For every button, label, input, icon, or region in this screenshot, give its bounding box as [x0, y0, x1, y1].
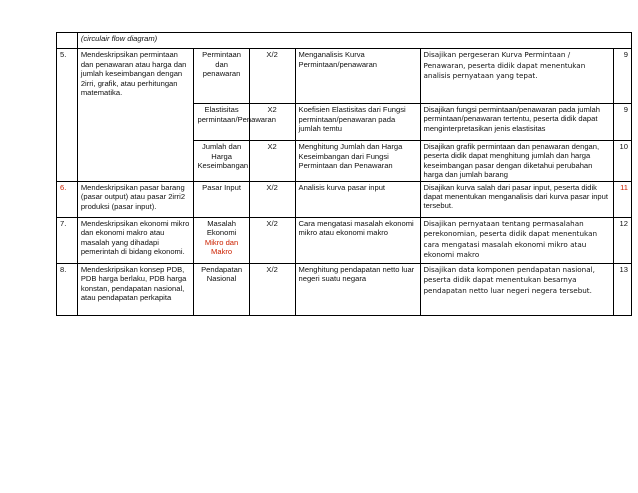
materi-cell [194, 217, 249, 263]
soal-cell: Disajikan pergeseran Kurva Permintaan / Penawaran, peserta didik dapat menentukan analisis pernyataan yang tepat. [420, 49, 614, 104]
materi-text: Masalah Ekonomi [206, 218, 237, 238]
nomor-cell: 13 [614, 263, 632, 315]
nomor-cell: 9 [614, 49, 632, 104]
materi-cell: Pendapatan Nasional [194, 263, 249, 315]
materi-cell: Jumlah dan Harga Keseimbangan [194, 141, 249, 182]
kelas-cell: X/2 [249, 217, 295, 263]
kompetensi-cell: Mendeskripsikan pasar barang (pasar output) atau pasar 2irri2 produksi (pasar input). [77, 181, 194, 217]
row-number: 7. [57, 217, 78, 263]
kelas-cell: X/2 [249, 181, 295, 217]
soal-cell: Disajikan pernyataan tentang permasalahan perekonomian, peserta didik dapat menentukan cara mengatasi masalah ekonomi mikro atau ekonomi makro [420, 217, 614, 263]
row-number: 5. [57, 49, 78, 182]
number-cell [57, 33, 78, 49]
materi-cell: Pasar Input [194, 181, 249, 217]
materi-highlight: Mikro dan Makro [204, 237, 239, 257]
row-number: 8. [57, 263, 78, 315]
table-row [57, 263, 632, 315]
kelas-cell: X2 [249, 141, 295, 182]
table-row [57, 217, 632, 263]
indikator-cell: Koefisien Elastisitas dari Fungsi permintaan/penawaran pada jumlah temtu [295, 104, 420, 141]
kelas-cell: X2 [249, 104, 295, 141]
indikator-cell: Menganalisis Kurva Permintaan/penawaran [295, 49, 420, 104]
kisi-kisi-table [56, 32, 632, 316]
materi-cell: Elastisitas permintaan/Penawaran [194, 104, 249, 141]
kelas-cell: X/2 [249, 263, 295, 315]
indikator-cell: Menghitung Jumlah dan Harga Keseimbangan dari Fungsi Permintaan dan Penawaran [295, 141, 420, 182]
soal-cell: Disajikan kurva salah dari pasar input, peserta didik dapat menentukan menganalisis dari kurva pasar input tersebut. [420, 181, 614, 217]
table-row [57, 33, 632, 49]
kelas-cell: X/2 [249, 49, 295, 104]
kompetensi-cell: Mendeskripsikan permintaan dan penawaran atau harga dan jumlah keseimbangan dengan 2irri, grafik, atau perhitungan matematika. [77, 49, 194, 182]
nomor-cell: 9 [614, 104, 632, 141]
indikator-cell: Menghitung pendapatan netto luar negeri suatu negara [295, 263, 420, 315]
nomor-cell: 10 [614, 141, 632, 182]
soal-cell: Disajikan data komponen pendapatan nasional, peserta didik dapat menentukan besarnya pendapatan netto luar negeri negera tersebut. [420, 263, 614, 315]
kompetensi-cell: Mendeskripsikan konsep PDB, PDB harga berlaku, PDB harga konstan, pendapatan nasional, atau pendapatan perkapita [77, 263, 194, 315]
indikator-cell: Cara mengatasi masalah ekonomi mikro atau ekonomi makro [295, 217, 420, 263]
nomor-cell: 12 [614, 217, 632, 263]
continuation-note: (circulair flow diagram) [77, 33, 631, 49]
table-row [57, 49, 632, 104]
table-row [57, 181, 632, 217]
materi-cell: Permintaan dan penawaran [194, 49, 249, 104]
indikator-cell: Analisis kurva pasar input [295, 181, 420, 217]
nomor-cell: 11 [614, 181, 632, 217]
soal-cell: Disajikan grafik permintaan dan penawaran dengan, peserta didik dapat menghitung jumlah dan harga keseimbangan pasar dengan diketahui perubahan harga dan jumlah barang [420, 141, 614, 182]
soal-cell: Disajikan fungsi permintaan/penawaran pada jumlah permintaan/penawaran tertentu, peserta didik dapat menginterpretasikan jenis elastisitas [420, 104, 614, 141]
row-number: 6. [57, 181, 78, 217]
kompetensi-cell: Mendeskripsikan ekonomi mikro dan ekonomi makro atau masalah yang dihadapi pemerintah di bidang ekonomi. [77, 217, 194, 263]
